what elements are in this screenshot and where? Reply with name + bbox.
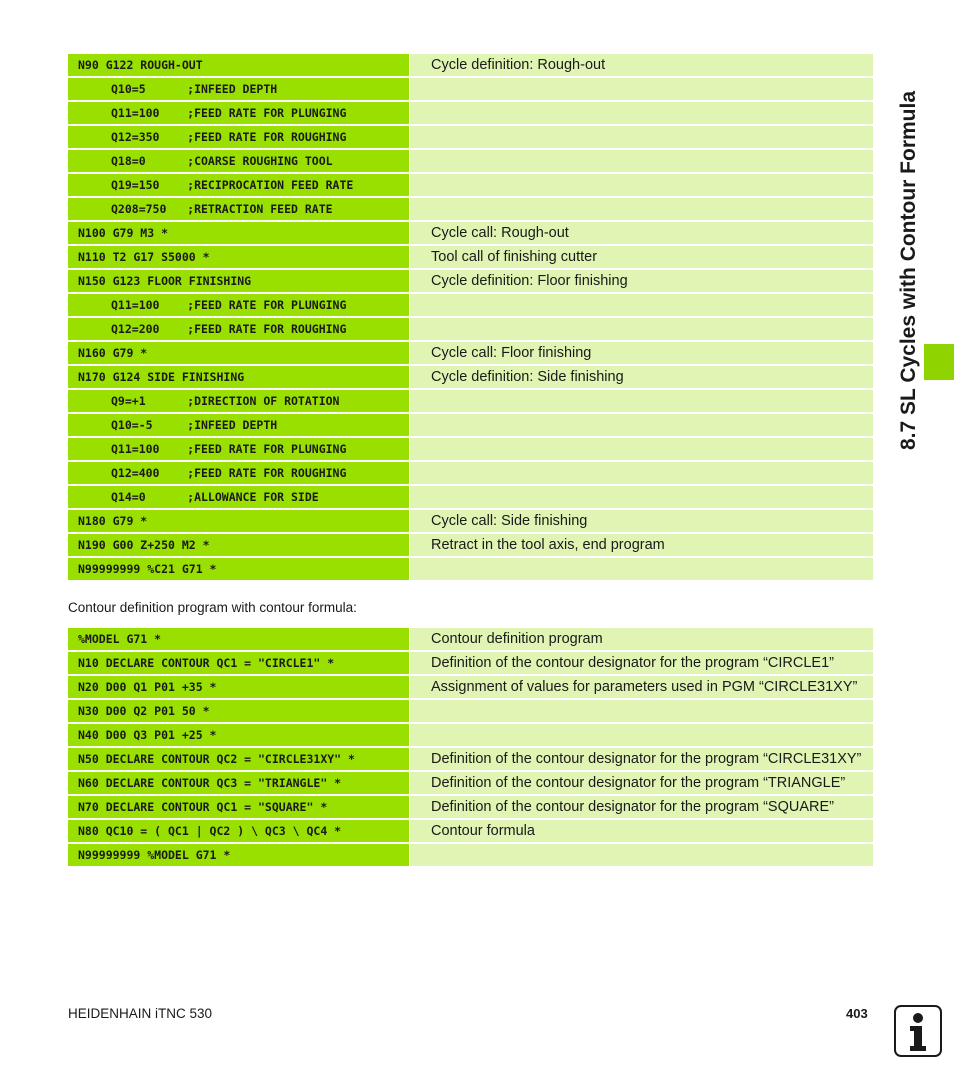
code-line: N80 QC10 = ( QC1 | QC2 ) \ QC3 \ QC4 * <box>68 820 409 842</box>
code-description <box>410 294 873 316</box>
table-row <box>68 318 873 340</box>
code-description: Cycle definition: Side finishing <box>410 366 873 388</box>
code-description: Cycle definition: Rough-out <box>410 54 873 76</box>
code-line: N20 D00 Q1 P01 +35 * <box>68 676 409 698</box>
code-line: Q12=350 ;FEED RATE FOR ROUGHING <box>68 126 409 148</box>
code-description: Cycle call: Rough-out <box>410 222 873 244</box>
table-row <box>68 78 873 100</box>
code-line: Q14=0 ;ALLOWANCE FOR SIDE <box>68 486 409 508</box>
table-row <box>68 534 873 556</box>
code-line: N60 DECLARE CONTOUR QC3 = "TRIANGLE" * <box>68 772 409 794</box>
table-row <box>68 54 873 76</box>
code-description: Definition of the contour designator for the program “CIRCLE1” <box>410 652 873 674</box>
table-row <box>68 558 873 580</box>
code-line: N110 T2 G17 S5000 * <box>68 246 409 268</box>
code-description <box>410 318 873 340</box>
table-row <box>68 294 873 316</box>
code-line: Q18=0 ;COARSE ROUGHING TOOL <box>68 150 409 172</box>
code-description <box>410 486 873 508</box>
code-description <box>410 700 873 722</box>
table-row <box>68 270 873 292</box>
table-row <box>68 390 873 412</box>
table-row <box>68 700 873 722</box>
program-table-contour <box>68 628 873 868</box>
code-description: Contour formula <box>410 820 873 842</box>
code-line: Q19=150 ;RECIPROCATION FEED RATE <box>68 174 409 196</box>
code-line: Q9=+1 ;DIRECTION OF ROTATION <box>68 390 409 412</box>
code-line: N150 G123 FLOOR FINISHING <box>68 270 409 292</box>
code-line: Q12=200 ;FEED RATE FOR ROUGHING <box>68 318 409 340</box>
code-description: Cycle call: Floor finishing <box>410 342 873 364</box>
code-line: N160 G79 * <box>68 342 409 364</box>
table-row <box>68 342 873 364</box>
code-description <box>410 78 873 100</box>
table-row <box>68 676 873 698</box>
code-description <box>410 198 873 220</box>
code-line: N100 G79 M3 * <box>68 222 409 244</box>
chapter-tab-marker <box>924 344 954 380</box>
code-description <box>410 390 873 412</box>
code-description <box>410 150 873 172</box>
code-line: N40 D00 Q3 P01 +25 * <box>68 724 409 746</box>
intro-text: Contour definition program with contour formula: <box>68 600 357 615</box>
page-number: 403 <box>846 1006 868 1021</box>
table-row <box>68 174 873 196</box>
code-line: N170 G124 SIDE FINISHING <box>68 366 409 388</box>
code-description <box>410 844 873 866</box>
code-line: Q12=400 ;FEED RATE FOR ROUGHING <box>68 462 409 484</box>
table-row <box>68 414 873 436</box>
table-row <box>68 246 873 268</box>
code-description <box>410 102 873 124</box>
table-row <box>68 126 873 148</box>
code-line: N190 G00 Z+250 M2 * <box>68 534 409 556</box>
table-row <box>68 198 873 220</box>
code-description <box>410 724 873 746</box>
code-description: Definition of the contour designator for the program “SQUARE” <box>410 796 873 818</box>
table-row <box>68 652 873 674</box>
code-description: Tool call of finishing cutter <box>410 246 873 268</box>
code-line: N50 DECLARE CONTOUR QC2 = "CIRCLE31XY" * <box>68 748 409 770</box>
code-line: Q11=100 ;FEED RATE FOR PLUNGING <box>68 294 409 316</box>
table-row <box>68 486 873 508</box>
table-row <box>68 462 873 484</box>
table-row <box>68 102 873 124</box>
code-line: Q10=-5 ;INFEED DEPTH <box>68 414 409 436</box>
table-row <box>68 772 873 794</box>
table-row <box>68 844 873 866</box>
code-line: N99999999 %MODEL G71 * <box>68 844 409 866</box>
code-description <box>410 414 873 436</box>
code-description: Cycle definition: Floor finishing <box>410 270 873 292</box>
chapter-side-title: 8.7 SL Cycles with Contour Formula <box>897 90 920 450</box>
code-line: Q11=100 ;FEED RATE FOR PLUNGING <box>68 438 409 460</box>
table-row <box>68 820 873 842</box>
code-description: Definition of the contour designator for the program “TRIANGLE” <box>410 772 873 794</box>
code-description <box>410 462 873 484</box>
table-row <box>68 150 873 172</box>
table-row <box>68 438 873 460</box>
code-description: Definition of the contour designator for the program “CIRCLE31XY” <box>410 748 873 770</box>
code-description <box>410 438 873 460</box>
code-description <box>410 174 873 196</box>
code-description: Retract in the tool axis, end program <box>410 534 873 556</box>
table-row <box>68 510 873 532</box>
code-line: Q10=5 ;INFEED DEPTH <box>68 78 409 100</box>
table-row <box>68 628 873 650</box>
code-line: N99999999 %C21 G71 * <box>68 558 409 580</box>
table-row <box>68 748 873 770</box>
code-description: Cycle call: Side finishing <box>410 510 873 532</box>
info-icon <box>894 1005 942 1057</box>
table-row <box>68 366 873 388</box>
code-line: N30 D00 Q2 P01 50 * <box>68 700 409 722</box>
table-row <box>68 724 873 746</box>
code-description: Assignment of values for parameters used in PGM “CIRCLE31XY” <box>410 676 873 698</box>
code-line: Q11=100 ;FEED RATE FOR PLUNGING <box>68 102 409 124</box>
code-line: Q208=750 ;RETRACTION FEED RATE <box>68 198 409 220</box>
code-line: N180 G79 * <box>68 510 409 532</box>
program-table-main <box>68 54 873 582</box>
code-line: N70 DECLARE CONTOUR QC1 = "SQUARE" * <box>68 796 409 818</box>
code-line: N90 G122 ROUGH-OUT <box>68 54 409 76</box>
table-row <box>68 222 873 244</box>
table-row <box>68 796 873 818</box>
code-description <box>410 126 873 148</box>
footer-product: HEIDENHAIN iTNC 530 <box>68 1006 213 1021</box>
code-description <box>410 558 873 580</box>
code-line: %MODEL G71 * <box>68 628 409 650</box>
code-line: N10 DECLARE CONTOUR QC1 = "CIRCLE1" * <box>68 652 409 674</box>
code-description: Contour definition program <box>410 628 873 650</box>
